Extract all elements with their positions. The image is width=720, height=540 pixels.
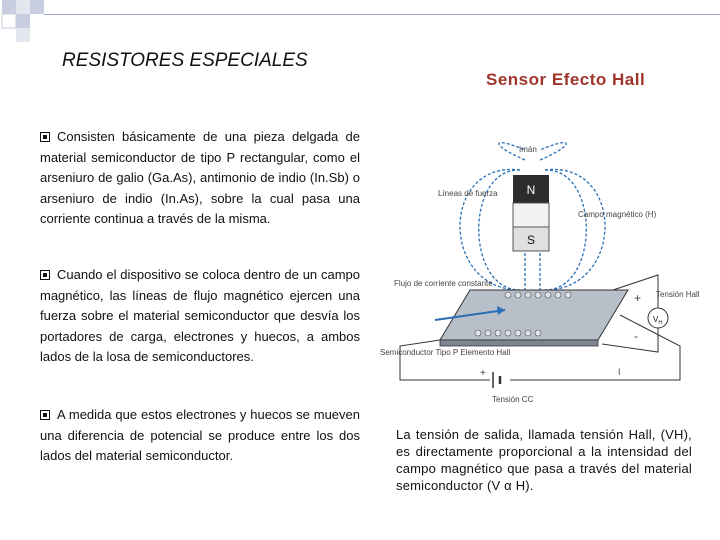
field-lines-label: Líneas de fuerza [438, 189, 498, 198]
bullet-icon [40, 270, 50, 280]
bullet-icon [40, 410, 50, 420]
header-rule [44, 14, 720, 15]
caption: La tensión de salida, llamada tensión Hall, (VH), es directamente proporcional a la intensidad del campo magnético que pasa a través del material semiconductor (V α H). [396, 427, 692, 493]
hall-minus: - [634, 329, 638, 343]
element-label: Semiconductor Tipo P Elemento Hall [380, 348, 511, 357]
hall-plus: + [634, 291, 642, 305]
paragraph-3 [40, 405, 360, 467]
bullet-icon [40, 132, 50, 142]
paragraph-2-text: Cuando el dispositivo se coloca dentro de un campo magnético, las líneas de flujo magnético ejercen una fuerza sobre el material semiconductor que desvía los portadores de carga, electrones y huecos, a ambos lados de la losa de semiconductores. [40, 267, 360, 364]
north-label: N [526, 183, 536, 197]
slide-subtitle: Sensor Efecto Hall [486, 70, 646, 89]
slide-title: RESISTORES ESPECIALES [62, 50, 308, 71]
vh-letter: V [653, 315, 659, 324]
paragraph-3-text: A medida que estos electrones y huecos se mueven una diferencia de potencial se produce entre los dos lados del material semiconductor. [40, 407, 360, 463]
hall-effect-diagram [380, 140, 700, 410]
battery-plus: + [480, 368, 486, 379]
magnet-body [513, 203, 549, 227]
current-label: I [618, 367, 621, 377]
magnetic-field-label: Campo magnético (H) [578, 210, 657, 219]
hall-plate-edge [440, 340, 598, 346]
paragraph-1 [40, 127, 360, 230]
magnet-label: Imán [519, 145, 537, 154]
hall-voltage-label: Tensión Hall [656, 290, 700, 299]
vh-subscript: H [658, 320, 662, 326]
south-label: S [526, 233, 536, 247]
dc-voltage-label: Tensión CC [492, 395, 534, 404]
constant-current-label: Flujo de corriente constante [394, 279, 493, 288]
paragraph-2 [40, 265, 360, 368]
paragraph-1-text: Consisten básicamente de una pieza delgada de material semiconductor de tipo P rectangular, como el arseniuro de galio (Ga.As), antimonio de indio (In.Sb) o arseniuro de indio (In.As), sobre la cual pasa una corriente continua a través de la misma. [40, 129, 360, 226]
corner-decoration [0, 0, 70, 48]
